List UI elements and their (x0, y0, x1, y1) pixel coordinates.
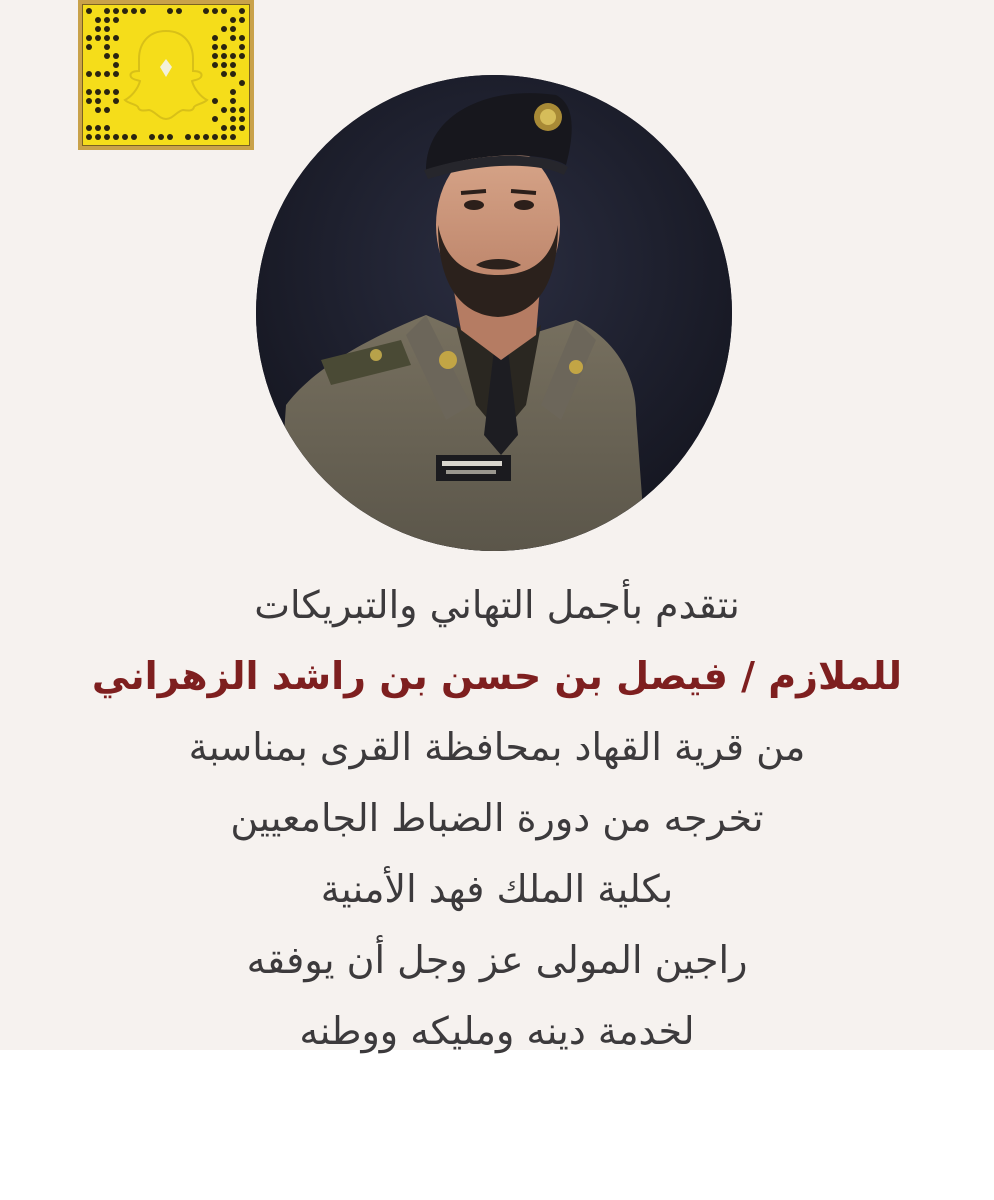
message-line-3: من قرية القهاد بمحافظة القرى بمناسبة (188, 725, 806, 769)
message-line-1: نتقدم بأجمل التهاني والتبريكات (254, 583, 740, 627)
message-line-6: راجين المولى عز وجل أن يوفقه (246, 938, 748, 982)
message-line-4: تخرجه من دورة الضباط الجامعيين (230, 796, 764, 840)
snapcode (78, 0, 254, 150)
officer-portrait (256, 75, 732, 551)
message-line-5: بكلية الملك فهد الأمنية (320, 867, 674, 911)
snapchat-ghost-icon (123, 25, 209, 125)
officer-name-line: للملازم / فيصل بن حسن بن راشد الزهراني (91, 654, 903, 698)
message-line-7: لخدمة دينه ومليكه ووطنه (299, 1009, 695, 1053)
congratulation-message (0, 570, 994, 1067)
